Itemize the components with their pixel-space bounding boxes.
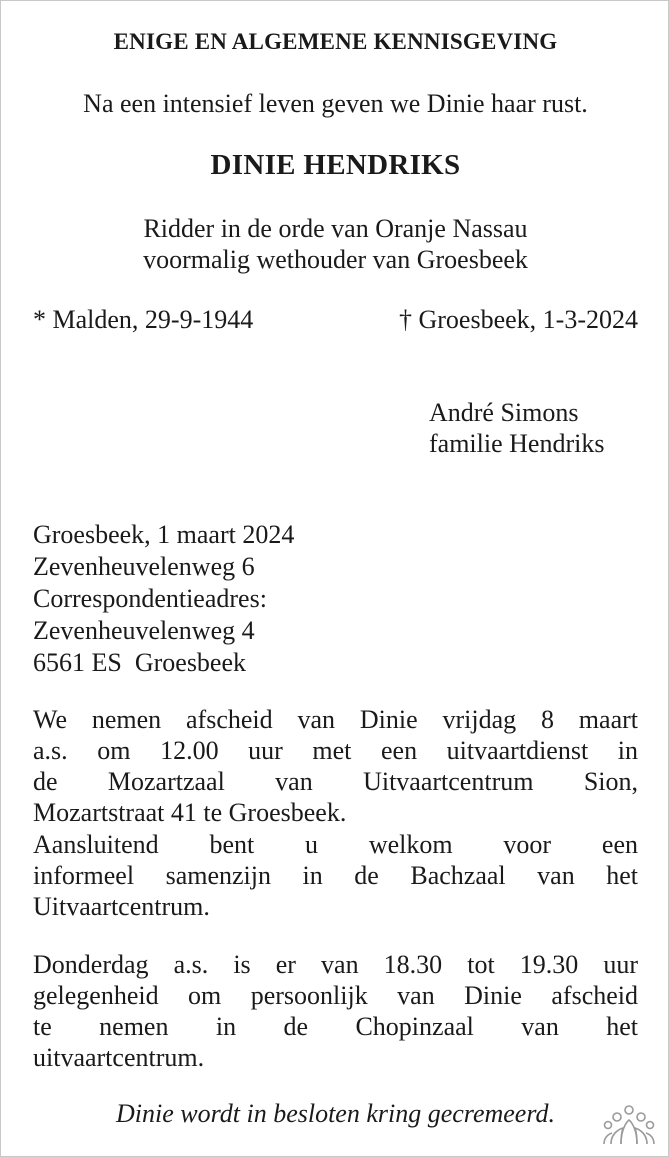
honorary-titles [1, 213, 669, 275]
title-line: voormalig wethouder van Groesbeek [143, 245, 528, 274]
signer-line: André Simons [429, 398, 579, 427]
viewing-paragraph [33, 949, 638, 1073]
signers [429, 397, 604, 459]
closing-line: Dinie wordt in besloten kring gecremeerd. [115, 1099, 556, 1128]
address-line: Groesbeek, 1 maart 2024 [33, 520, 295, 549]
paragraph-line: We nemen afscheid van Dinie vrijdag 8 maart [33, 705, 638, 734]
paragraph-line: de Mozartzaal van Uitvaartcentrum Sion, [33, 767, 638, 796]
address-block [33, 519, 294, 679]
birth-date: * Malden, 29-9-1944 [33, 305, 254, 334]
address-line: 6561 ES Groesbeek [33, 648, 247, 677]
paragraph-line: Uitvaartcentrum. [33, 892, 210, 921]
gathering-paragraph [33, 829, 638, 922]
address-line: Zevenheuvelenweg 6 [33, 552, 255, 581]
notice-heading: ENIGE EN ALGEMENE KENNISGEVING [113, 29, 558, 54]
life-dates [33, 305, 638, 335]
paragraph-line: Aansluitend bent u welkom voor een [33, 830, 638, 859]
paragraph-line: informeel samenzijn in de Bachzaal van het [33, 861, 638, 890]
notice-motto: Na een intensief leven geven we Dinie haar rust. [83, 89, 588, 118]
paragraph-line: uitvaartcentrum. [33, 1043, 205, 1072]
paragraph-line: Mozartstraat 41 te Groesbeek. [33, 798, 347, 827]
address-line: Zevenheuvelenweg 4 [33, 616, 255, 645]
paragraph-line: a.s. om 12.00 uur met een uitvaartdienst in [33, 736, 638, 765]
paragraph-line: gelegenheid om persoonlijk van Dinie afscheid [33, 981, 638, 1010]
paragraph-line: te nemen in de Chopinzaal van het [33, 1012, 638, 1041]
address-line: Correspondentieadres: [33, 584, 267, 613]
paragraph-line: Donderdag a.s. is er van 18.30 tot 19.30 uur [33, 950, 638, 979]
people-group-icon [602, 1104, 656, 1146]
farewell-service-paragraph [33, 704, 638, 828]
title-line: Ridder in de orde van Oranje Nassau [143, 214, 528, 243]
deceased-name: DINIE HENDRIKS [210, 149, 461, 181]
signer-line: familie Hendriks [429, 429, 605, 458]
death-date: † Groesbeek, 1-3-2024 [399, 305, 638, 334]
